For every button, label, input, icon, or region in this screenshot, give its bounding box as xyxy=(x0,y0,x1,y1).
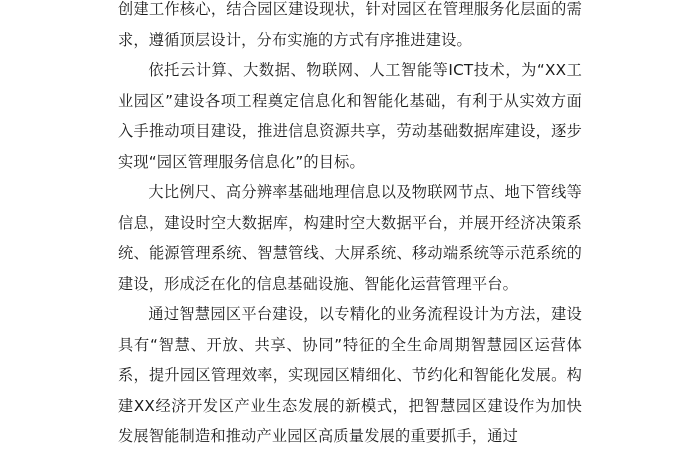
paragraph-1: 创建工作核心，结合园区建设现状，针对园区在管理服务化层面的需求，遵循顶层设计，分布实施的方式有序推进建设。 xyxy=(118,0,582,49)
document-body xyxy=(118,0,582,452)
paragraph-2: 依托云计算、大数据、物联网、人工智能等ICT技术，为“XX工业园区”建设各项工程奠定信息化和智能化基础，有利于从实效方面入手推动项目建设，推进信息资源共享，劳动基础数据库建设，逐步实现“园区管理服务信息化”的目标。 xyxy=(118,61,582,171)
paragraph-4: 通过智慧园区平台建设，以专精化的业务流程设计为方法，建设具有“智慧、开放、共享、协同”特征的全生命周期智慧园区运营体系，提升园区管理效率，实现园区精细化、节约化和智能化发展。构建XX经济开发区产业生态发展的新模式，把智慧园区建设作为加快发展智能制造和推动产业园区高质量发展的重要抓手，通过 xyxy=(118,305,582,445)
paragraph-3: 大比例尺、高分辨率基础地理信息以及物联网节点、地下管线等信息，建设时空大数据库，构建时空大数据平台，并展开经济决策系统、能源管理系统、智慧管线、大屏系统、移动端系统等示范系统的建设，形成泛在化的信息基础设施、智能化运营管理平台。 xyxy=(118,183,582,293)
